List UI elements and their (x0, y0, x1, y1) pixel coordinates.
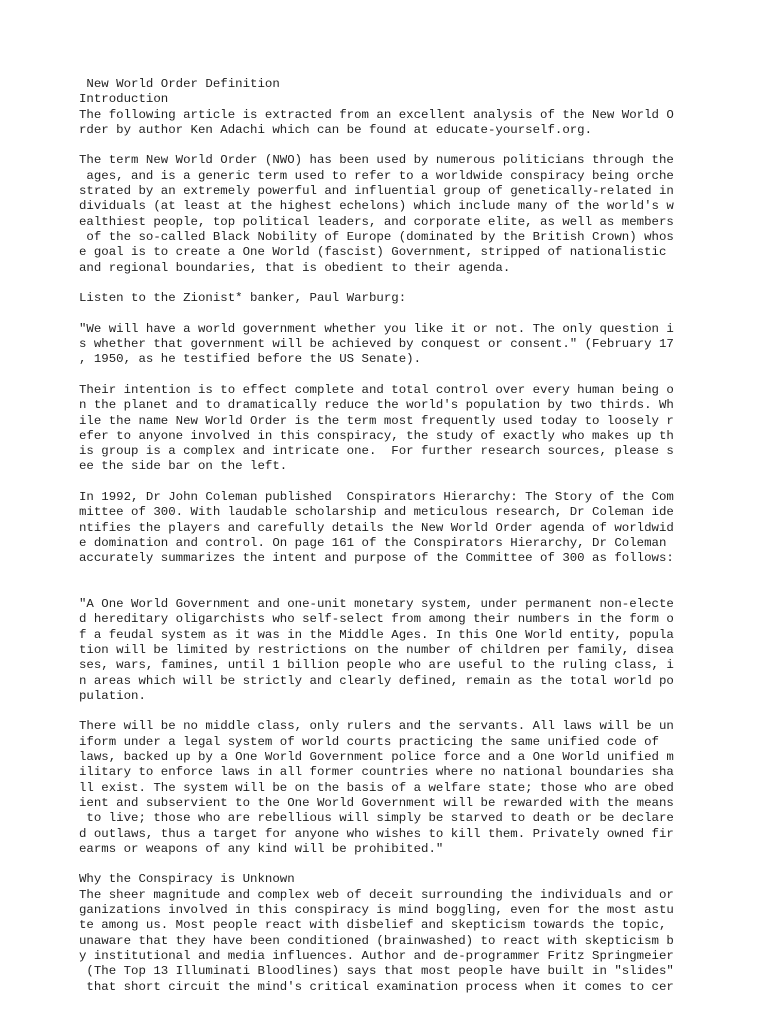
text-line: ganizations involved in this conspiracy is mind boggling, even for the most astu (79, 903, 674, 918)
text-line: Their intention is to effect complete and total control over every human being o (79, 382, 674, 397)
text-line: (The Top 13 Illuminati Bloodlines) says that most people have built in "slides" (79, 964, 674, 979)
text-line: laws, backed up by a One World Government police force and a One World unified m (79, 750, 674, 765)
text-line: Introduction (79, 92, 169, 107)
text-line: tion will be limited by restrictions on the number of children per family, disea (79, 642, 674, 657)
text-line: unaware that they have been conditioned (brainwashed) to react with skepticism b (79, 933, 674, 948)
text-line: n the planet and to dramatically reduce the world's population by two thirds. Wh (79, 398, 674, 413)
text-line: is group is a complex and intricate one. For further research sources, please s (79, 444, 674, 459)
text-line: s whether that government will be achieved by conquest or consent." (February 17 (79, 337, 674, 352)
text-line: te among us. Most people react with disbelief and skepticism towards the topic, (79, 918, 667, 933)
text-line: The following article is extracted from an excellent analysis of the New World O (79, 107, 674, 122)
text-line: n areas which will be strictly and clearly defined, remain as the total world po (79, 673, 674, 688)
text-line: f a feudal system as it was in the Middle Ages. In this One World entity, popula (79, 627, 674, 642)
text-line: ntifies the players and carefully details the New World Order agenda of worldwid (79, 520, 674, 535)
text-line: dividuals (at least at the highest echelons) which include many of the world's w (79, 199, 674, 214)
text-line: of the so-called Black Nobility of Europe (dominated by the British Crown) whos (79, 229, 674, 244)
text-line: y institutional and media influences. Author and de-programmer Fritz Springmeier (79, 948, 674, 963)
text-line: "A One World Government and one-unit monetary system, under permanent non-electe (79, 597, 674, 612)
text-line: There will be no middle class, only rulers and the servants. All laws will be un (79, 719, 674, 734)
text-line: d outlaws, thus a target for anyone who wishes to kill them. Privately owned fir (79, 826, 674, 841)
text-line: efer to anyone involved in this conspiracy, the study of exactly who makes up th (79, 428, 674, 443)
text-line: mittee of 300. With laudable scholarship and meticulous research, Dr Coleman ide (79, 505, 674, 520)
text-line: d hereditary oligarchists who self-select from among their numbers in the form o (79, 612, 674, 627)
blank-line (79, 138, 699, 153)
blank-line (79, 857, 699, 872)
text-line: ilitary to enforce laws in all former countries where no national boundaries sha (79, 765, 674, 780)
text-line: to live; those who are rebellious will simply be starved to death or be declare (79, 811, 674, 826)
text-line: rder by author Ken Adachi which can be found at educate-yourself.org. (79, 122, 593, 137)
text-line: pulation. (79, 688, 146, 703)
blank-line (79, 567, 699, 582)
text-line: New World Order Definition (79, 77, 280, 91)
text-line: ses, wars, famines, until 1 billion people who are useful to the ruling class, i (79, 658, 674, 673)
text-line: ealthiest people, top political leaders, and corporate elite, as well as members (79, 214, 674, 229)
text-line: "We will have a world government whether you like it or not. The only question i (79, 321, 674, 336)
text-line: and regional boundaries, that is obedient to their agenda. (79, 260, 511, 275)
text-line: Why the Conspiracy is Unknown (79, 872, 295, 887)
text-line: ient and subservient to the One World Government will be rewarded with the means (79, 795, 674, 810)
text-line: earms or weapons of any kind will be prohibited." (79, 841, 444, 856)
text-line: ll exist. The system will be on the basis of a welfare state; those who are obed (79, 780, 674, 795)
text-line: ile the name New World Order is the term most frequently used today to loosely r (79, 413, 674, 428)
text-line: , 1950, as he testified before the US Senate). (79, 352, 422, 367)
text-line: ee the side bar on the left. (79, 459, 288, 474)
document-page (79, 77, 699, 995)
blank-line (79, 704, 699, 719)
text-line: ages, and is a generic term used to refer to a worldwide conspiracy being orche (79, 168, 674, 183)
text-line: In 1992, Dr John Coleman published Conspirators Hierarchy: The Story of the Com (79, 490, 674, 505)
text-line: strated by an extremely powerful and influential group of genetically-related in (79, 184, 674, 199)
text-line: e domination and control. On page 161 of the Conspirators Hierarchy, Dr Coleman (79, 535, 667, 550)
text-line: that short circuit the mind's critical examination process when it comes to cer (79, 979, 674, 994)
text-line: The term New World Order (NWO) has been used by numerous politicians through the (79, 153, 674, 168)
text-line: The sheer magnitude and complex web of deceit surrounding the individuals and or (79, 887, 674, 902)
text-line: accurately summarizes the intent and purpose of the Committee of 300 as follows: (79, 551, 674, 566)
blank-line (79, 582, 699, 597)
blank-line (79, 368, 699, 383)
text-line: e goal is to create a One World (fascist) Government, stripped of nationalistic (79, 245, 667, 260)
blank-line (79, 475, 699, 490)
text-line: iform under a legal system of world courts practicing the same unified code of (79, 734, 659, 749)
blank-line (79, 276, 699, 291)
text-line: Listen to the Zionist* banker, Paul Warburg: (79, 291, 407, 306)
blank-line (79, 306, 699, 321)
